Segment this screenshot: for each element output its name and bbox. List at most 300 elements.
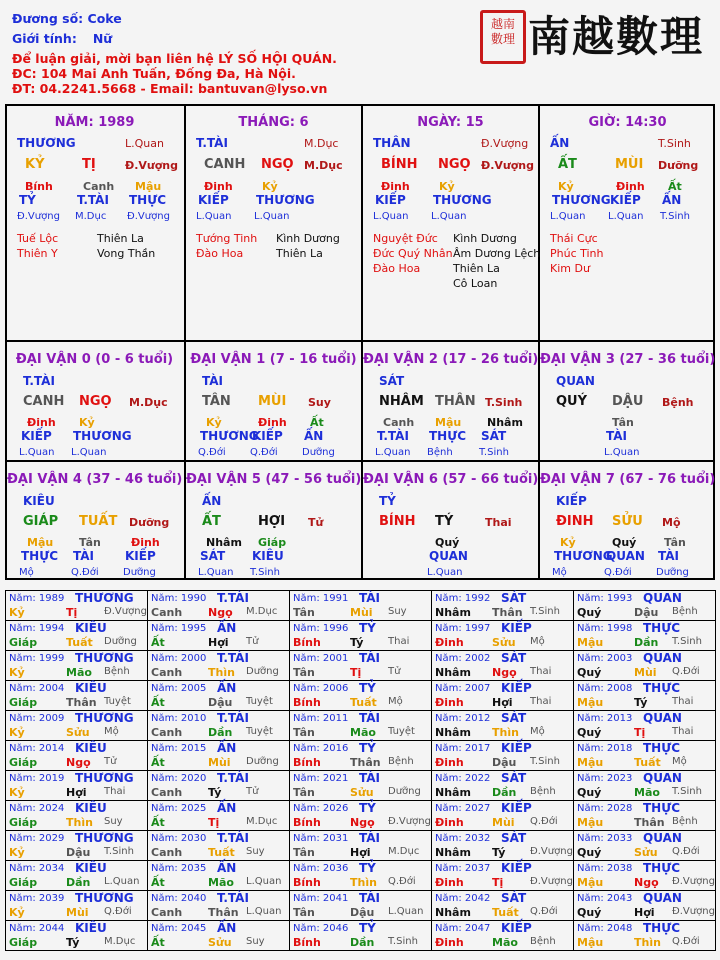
hidden-god: TÀI	[73, 549, 95, 563]
year-god: KIẾP	[501, 741, 532, 755]
year-state: Bệnh	[530, 936, 556, 947]
year-state: Đ.Vượng	[672, 906, 715, 917]
year-state: Mộ	[530, 726, 545, 737]
dai-van-state: Thai	[485, 516, 512, 529]
hidden-stem: Đinh	[381, 180, 410, 193]
year-god: THỰC	[643, 741, 681, 755]
annual-cell	[574, 831, 716, 861]
year-stem: Kỷ	[9, 906, 25, 919]
annual-cell	[432, 741, 574, 771]
year-state: Mộ	[104, 726, 119, 737]
year-god: ẤN	[217, 741, 237, 755]
hidden-stem: Kỷ	[560, 536, 576, 549]
year-branch: Thìn	[634, 936, 661, 949]
year-state: Thai	[672, 726, 694, 737]
dai-van-title: ĐẠI VẬN 5 (47 - 56 tuổi)	[186, 472, 362, 487]
pillar-state: Đ.Vượng	[125, 159, 179, 172]
hidden-stem: Kỷ	[262, 180, 278, 193]
hidden-state: L.Quan	[608, 211, 644, 222]
year-label: Năm: 1997	[435, 623, 491, 634]
earthly-branch: TÝ	[435, 514, 454, 529]
annual-cell	[290, 711, 432, 741]
star-left: Thái Cực	[550, 232, 598, 245]
annual-cell	[432, 891, 574, 921]
year-label: Năm: 2037	[435, 863, 491, 874]
annual-cell	[6, 711, 148, 741]
earthly-branch: DẬU	[612, 394, 644, 409]
year-branch: Tị	[350, 666, 362, 679]
annual-row	[6, 861, 716, 891]
hidden-god: QUAN	[429, 549, 468, 563]
year-god: TÀI	[359, 771, 381, 785]
year-branch: Hợi	[634, 906, 655, 919]
year-state: Thai	[388, 636, 410, 647]
year-branch: Tuất	[208, 846, 235, 859]
hidden-state: L.Quan	[196, 211, 232, 222]
year-label: Năm: 2000	[151, 653, 207, 664]
year-stem: Nhâm	[435, 786, 471, 799]
year-stem: Giáp	[9, 936, 38, 949]
year-god: THƯƠNG	[75, 651, 134, 665]
heavenly-stem: ẤT	[202, 514, 221, 529]
year-god: TỶ	[359, 921, 376, 935]
star-right: Thiên La	[97, 232, 144, 245]
year-branch: Dần	[208, 726, 233, 739]
earthly-branch: NGỌ	[261, 157, 294, 172]
header	[0, 0, 720, 104]
hidden-god: ẤN	[304, 429, 324, 443]
year-stem: Quý	[577, 786, 602, 799]
annual-cell	[148, 621, 290, 651]
year-stem: Mậu	[577, 636, 604, 649]
pillar-cell	[540, 106, 715, 340]
annual-cell	[574, 651, 716, 681]
star-left: Kim Dư	[550, 262, 590, 275]
year-branch: Thìn	[208, 666, 235, 679]
hidden-state: Dưỡng	[302, 447, 335, 458]
hidden-god: KIẾP	[252, 429, 283, 443]
year-label: Năm: 2036	[293, 863, 349, 874]
year-god: QUAN	[643, 651, 682, 665]
year-state: Đ.Vượng	[530, 876, 573, 887]
annual-cell	[290, 651, 432, 681]
dai-van-god: ẤN	[202, 494, 222, 508]
hidden-stem: Đinh	[27, 416, 56, 429]
year-label: Năm: 2028	[577, 803, 633, 814]
hidden-state: Q.Đới	[71, 567, 99, 578]
dai-van-cell	[540, 342, 715, 460]
year-stem: Bính	[293, 756, 321, 769]
year-branch: Sửu	[634, 846, 658, 859]
year-stem: Ất	[151, 696, 165, 709]
year-stem: Nhâm	[435, 726, 471, 739]
year-label: Năm: 2032	[435, 833, 491, 844]
year-god: TỶ	[359, 621, 376, 635]
year-stem: Ất	[151, 936, 165, 949]
pillar-state: Đ.Vượng	[481, 159, 535, 172]
dai-van-god: TÀI	[202, 374, 224, 388]
year-state: Dưỡng	[104, 636, 137, 647]
year-stem: Kỷ	[9, 726, 25, 739]
hidden-stem: Đinh	[204, 180, 233, 193]
year-label: Năm: 2021	[293, 773, 349, 784]
annual-cell	[148, 861, 290, 891]
pillar-god: ẤN	[550, 136, 570, 150]
year-branch: Hợi	[208, 636, 229, 649]
year-branch: Mùi	[492, 816, 515, 829]
hidden-stem: Tân	[612, 416, 634, 429]
dai-van-god: SÁT	[379, 374, 405, 388]
earthly-branch: SỬU	[612, 514, 643, 529]
year-state: M.Dục	[246, 816, 278, 827]
year-stem: Canh	[151, 906, 183, 919]
hidden-god: KIẾP	[21, 429, 52, 443]
annual-cell	[432, 831, 574, 861]
year-label: Năm: 2017	[435, 743, 491, 754]
earthly-branch: THÂN	[435, 394, 476, 409]
annual-cell	[6, 741, 148, 771]
annual-cell	[432, 711, 574, 741]
year-stem: Đinh	[435, 936, 464, 949]
year-stem: Quý	[577, 666, 602, 679]
year-label: Năm: 2004	[9, 683, 65, 694]
year-stem: Giáp	[9, 816, 38, 829]
star-right: Kình Dương	[276, 232, 340, 245]
year-state: Bệnh	[530, 786, 556, 797]
earthly-branch: TUẤT	[79, 514, 118, 529]
hidden-god: THƯƠNG	[433, 193, 492, 207]
annual-cell	[574, 711, 716, 741]
annual-cell	[148, 651, 290, 681]
annual-cell	[6, 651, 148, 681]
year-branch: Ngọ	[492, 666, 517, 679]
year-state: Bệnh	[104, 666, 130, 677]
annual-row	[6, 681, 716, 711]
contact-note: Để luận giải, mời bạn liên hệ LÝ SỐ HỘI QUÁN.	[12, 51, 337, 66]
year-god: TÀI	[359, 891, 381, 905]
year-branch: Tý	[350, 636, 364, 649]
star-right: Cô Loan	[453, 277, 498, 290]
heavenly-stem: BÍNH	[381, 157, 418, 172]
dai-van-state: Suy	[308, 396, 331, 409]
year-branch: Ngọ	[634, 876, 659, 889]
hidden-stem: Tân	[664, 536, 686, 549]
hidden-state: L.Quan	[604, 447, 640, 458]
annual-cell	[432, 681, 574, 711]
year-branch: Sửu	[66, 726, 90, 739]
hidden-stem: Mậu	[435, 416, 462, 429]
annual-cell	[6, 891, 148, 921]
hidden-state: L.Quan	[375, 447, 411, 458]
year-god: KIẾP	[501, 621, 532, 635]
year-stem: Bính	[293, 816, 321, 829]
year-label: Năm: 2035	[151, 863, 207, 874]
hidden-god: KIẾP	[125, 549, 156, 563]
annual-cell	[6, 591, 148, 621]
year-god: T.TÀI	[217, 651, 249, 665]
year-state: Q.Đới	[672, 936, 700, 947]
year-state: Dưỡng	[388, 786, 421, 797]
pillar-god: T.TÀI	[196, 136, 228, 150]
year-god: TỶ	[359, 681, 376, 695]
year-label: Năm: 2023	[577, 773, 633, 784]
year-label: Năm: 2008	[577, 683, 633, 694]
year-state: Suy	[388, 606, 407, 617]
year-branch: Mùi	[350, 606, 373, 619]
year-label: Năm: 2011	[293, 713, 349, 724]
hidden-state: Mộ	[552, 567, 567, 578]
year-label: Năm: 2026	[293, 803, 349, 814]
year-stem: Giáp	[9, 756, 38, 769]
dai-van-cell	[363, 462, 538, 580]
year-label: Năm: 2040	[151, 893, 207, 904]
year-state: M.Dục	[246, 606, 278, 617]
year-state: T.Sinh	[530, 606, 560, 617]
dai-van-god: TỶ	[379, 494, 396, 508]
heavenly-stem: ĐINH	[556, 514, 594, 529]
year-state: Mộ	[530, 636, 545, 647]
annual-cell	[148, 831, 290, 861]
dai-van-god: KIẾP	[556, 494, 587, 508]
hidden-state: T.Sinh	[660, 211, 690, 222]
hidden-god: THƯƠNG	[73, 429, 132, 443]
annual-cell	[6, 771, 148, 801]
year-branch: Dần	[66, 876, 91, 889]
year-branch: Mùi	[634, 666, 657, 679]
annual-cell	[6, 801, 148, 831]
hidden-stem: Mậu	[27, 536, 54, 549]
year-branch: Mùi	[208, 756, 231, 769]
year-branch: Tị	[634, 726, 646, 739]
year-stem: Quý	[577, 606, 602, 619]
annual-cell	[6, 681, 148, 711]
year-branch: Ngọ	[208, 606, 233, 619]
year-god: T.TÀI	[217, 591, 249, 605]
pillar-god-state: L.Quan	[125, 137, 164, 150]
year-god: KIÊU	[75, 801, 107, 815]
year-label: Năm: 1990	[151, 593, 207, 604]
hidden-state: L.Quan	[198, 567, 234, 578]
year-branch: Tý	[208, 786, 222, 799]
year-stem: Tân	[293, 726, 315, 739]
year-state: Mộ	[672, 756, 687, 767]
year-god: SÁT	[501, 591, 527, 605]
earthly-branch: TỊ	[82, 157, 96, 172]
annual-row	[6, 711, 716, 741]
year-god: THƯƠNG	[75, 831, 134, 845]
annual-cell	[432, 771, 574, 801]
year-stem: Nhâm	[435, 906, 471, 919]
year-state: T.Sinh	[104, 846, 134, 857]
year-state: Mộ	[388, 696, 403, 707]
hidden-god: KIẾP	[375, 193, 406, 207]
year-state: T.Sinh	[672, 636, 702, 647]
dai-van-cell	[7, 462, 182, 580]
hidden-stem: Giáp	[258, 536, 287, 549]
year-god: THƯƠNG	[75, 591, 134, 605]
hidden-state: Q.Đới	[250, 447, 278, 458]
year-branch: Mão	[634, 786, 660, 799]
annual-row	[6, 741, 716, 771]
year-label: Năm: 2018	[577, 743, 633, 754]
year-state: Đ.Vượng	[530, 846, 573, 857]
year-stem: Ất	[151, 816, 165, 829]
earthly-branch: NGỌ	[79, 394, 112, 409]
hidden-state: M.Dục	[75, 211, 107, 222]
year-state: Thai	[104, 786, 126, 797]
hidden-god: THƯƠNG	[554, 549, 613, 563]
year-state: Thai	[530, 666, 552, 677]
year-label: Năm: 2039	[9, 893, 65, 904]
annual-cell	[290, 681, 432, 711]
heavenly-stem: ẤT	[558, 157, 577, 172]
year-label: Năm: 2041	[293, 893, 349, 904]
year-label: Năm: 1995	[151, 623, 207, 634]
annual-cell	[6, 861, 148, 891]
pillar-god: THƯƠNG	[17, 136, 76, 150]
pillar-god: THÂN	[373, 136, 411, 150]
hidden-stem: Đinh	[258, 416, 287, 429]
year-state: Q.Đới	[672, 666, 700, 677]
dai-van-state: Dưỡng	[129, 516, 170, 529]
star-left: Đào Hoa	[196, 247, 244, 260]
year-god: SÁT	[501, 891, 527, 905]
annual-cell	[148, 681, 290, 711]
hidden-stem: Ất	[668, 180, 682, 193]
year-god: THỰC	[643, 861, 681, 875]
year-state: Suy	[246, 846, 265, 857]
year-branch: Mão	[66, 666, 92, 679]
year-stem: Quý	[577, 846, 602, 859]
hidden-god: THƯƠNG	[256, 193, 315, 207]
year-branch: Dậu	[492, 756, 517, 769]
annual-cell	[290, 621, 432, 651]
year-state: Dưỡng	[246, 666, 279, 677]
year-label: Năm: 2025	[151, 803, 207, 814]
year-state: Tử	[246, 636, 259, 647]
year-state: Đ.Vượng	[104, 606, 147, 617]
hidden-state: L.Quan	[550, 211, 586, 222]
year-stem: Nhâm	[435, 606, 471, 619]
annual-cell	[432, 861, 574, 891]
year-god: SÁT	[501, 651, 527, 665]
year-state: Tử	[388, 666, 401, 677]
year-state: Q.Đới	[530, 816, 558, 827]
year-branch: Mão	[208, 876, 234, 889]
pillar-title: NĂM: 1989	[54, 115, 135, 130]
year-branch: Sửu	[350, 786, 374, 799]
dai-van-cell	[363, 342, 538, 460]
year-branch: Hợi	[66, 786, 87, 799]
year-god: KIÊU	[75, 741, 107, 755]
star-left: Phúc Tinh	[550, 247, 604, 260]
earthly-branch: MÙI	[258, 394, 287, 409]
year-label: Năm: 2034	[9, 863, 65, 874]
year-branch: Mão	[492, 936, 518, 949]
hidden-god: ẤN	[662, 193, 682, 207]
year-label: Năm: 2001	[293, 653, 349, 664]
annual-cell	[432, 621, 574, 651]
year-god: TÀI	[359, 831, 381, 845]
year-stem: Ất	[151, 636, 165, 649]
year-god: TÀI	[359, 591, 381, 605]
year-god: THƯƠNG	[75, 771, 134, 785]
year-god: QUAN	[643, 831, 682, 845]
dai-van-god: QUAN	[556, 374, 595, 388]
annual-cell	[290, 801, 432, 831]
year-state: Tử	[246, 786, 259, 797]
year-stem: Quý	[577, 726, 602, 739]
year-stem: Canh	[151, 726, 183, 739]
year-stem: Kỷ	[9, 846, 25, 859]
pillar-title: THÁNG: 6	[238, 115, 309, 130]
year-branch: Tuất	[634, 756, 661, 769]
year-branch: Ngọ	[66, 756, 91, 769]
year-stem: Bính	[293, 696, 321, 709]
year-label: Năm: 1989	[9, 593, 65, 604]
year-god: TỶ	[359, 861, 376, 875]
earthly-branch: HỢI	[258, 514, 286, 529]
pillar-cell	[363, 106, 541, 340]
annual-row	[6, 771, 716, 801]
year-state: Tuyệt	[104, 696, 131, 707]
year-branch: Sửu	[208, 936, 232, 949]
year-label: Năm: 2009	[9, 713, 65, 724]
annual-cell	[148, 771, 290, 801]
hidden-state: Dưỡng	[123, 567, 156, 578]
year-branch: Tuất	[492, 906, 519, 919]
year-label: Năm: 2015	[151, 743, 207, 754]
year-branch: Dậu	[634, 606, 659, 619]
year-state: Thai	[672, 696, 694, 707]
gender-label: Giới tính:	[12, 31, 77, 46]
year-god: TÀI	[359, 651, 381, 665]
year-label: Năm: 2012	[435, 713, 491, 724]
annual-cell	[148, 921, 290, 951]
year-label: Năm: 2047	[435, 923, 491, 934]
year-branch: Thân	[634, 816, 665, 829]
year-branch: Mão	[350, 726, 376, 739]
year-god: ẤN	[217, 621, 237, 635]
year-label: Năm: 2022	[435, 773, 491, 784]
year-stem: Bính	[293, 636, 321, 649]
year-god: KIÊU	[75, 621, 107, 635]
year-branch: Thìn	[350, 876, 377, 889]
year-state: Đ.Vượng	[388, 816, 431, 827]
year-label: Năm: 2045	[151, 923, 207, 934]
year-stem: Mậu	[577, 876, 604, 889]
year-god: ẤN	[217, 801, 237, 815]
year-stem: Canh	[151, 846, 183, 859]
year-branch: Thìn	[492, 726, 519, 739]
annual-row	[6, 891, 716, 921]
year-state: T.Sinh	[530, 756, 560, 767]
year-stem: Kỷ	[9, 666, 25, 679]
brand-logo: 南越數理	[528, 12, 705, 61]
annual-cell	[574, 921, 716, 951]
annual-row	[6, 621, 716, 651]
year-god: T.TÀI	[217, 831, 249, 845]
year-branch: Ngọ	[350, 816, 375, 829]
year-branch: Tuất	[350, 696, 377, 709]
year-branch: Dần	[350, 936, 375, 949]
year-label: Năm: 1991	[293, 593, 349, 604]
year-god: TÀI	[359, 711, 381, 725]
year-god: T.TÀI	[217, 771, 249, 785]
year-god: THƯƠNG	[75, 711, 134, 725]
hidden-state: L.Quan	[427, 567, 463, 578]
hidden-state: Q.Đới	[198, 447, 226, 458]
